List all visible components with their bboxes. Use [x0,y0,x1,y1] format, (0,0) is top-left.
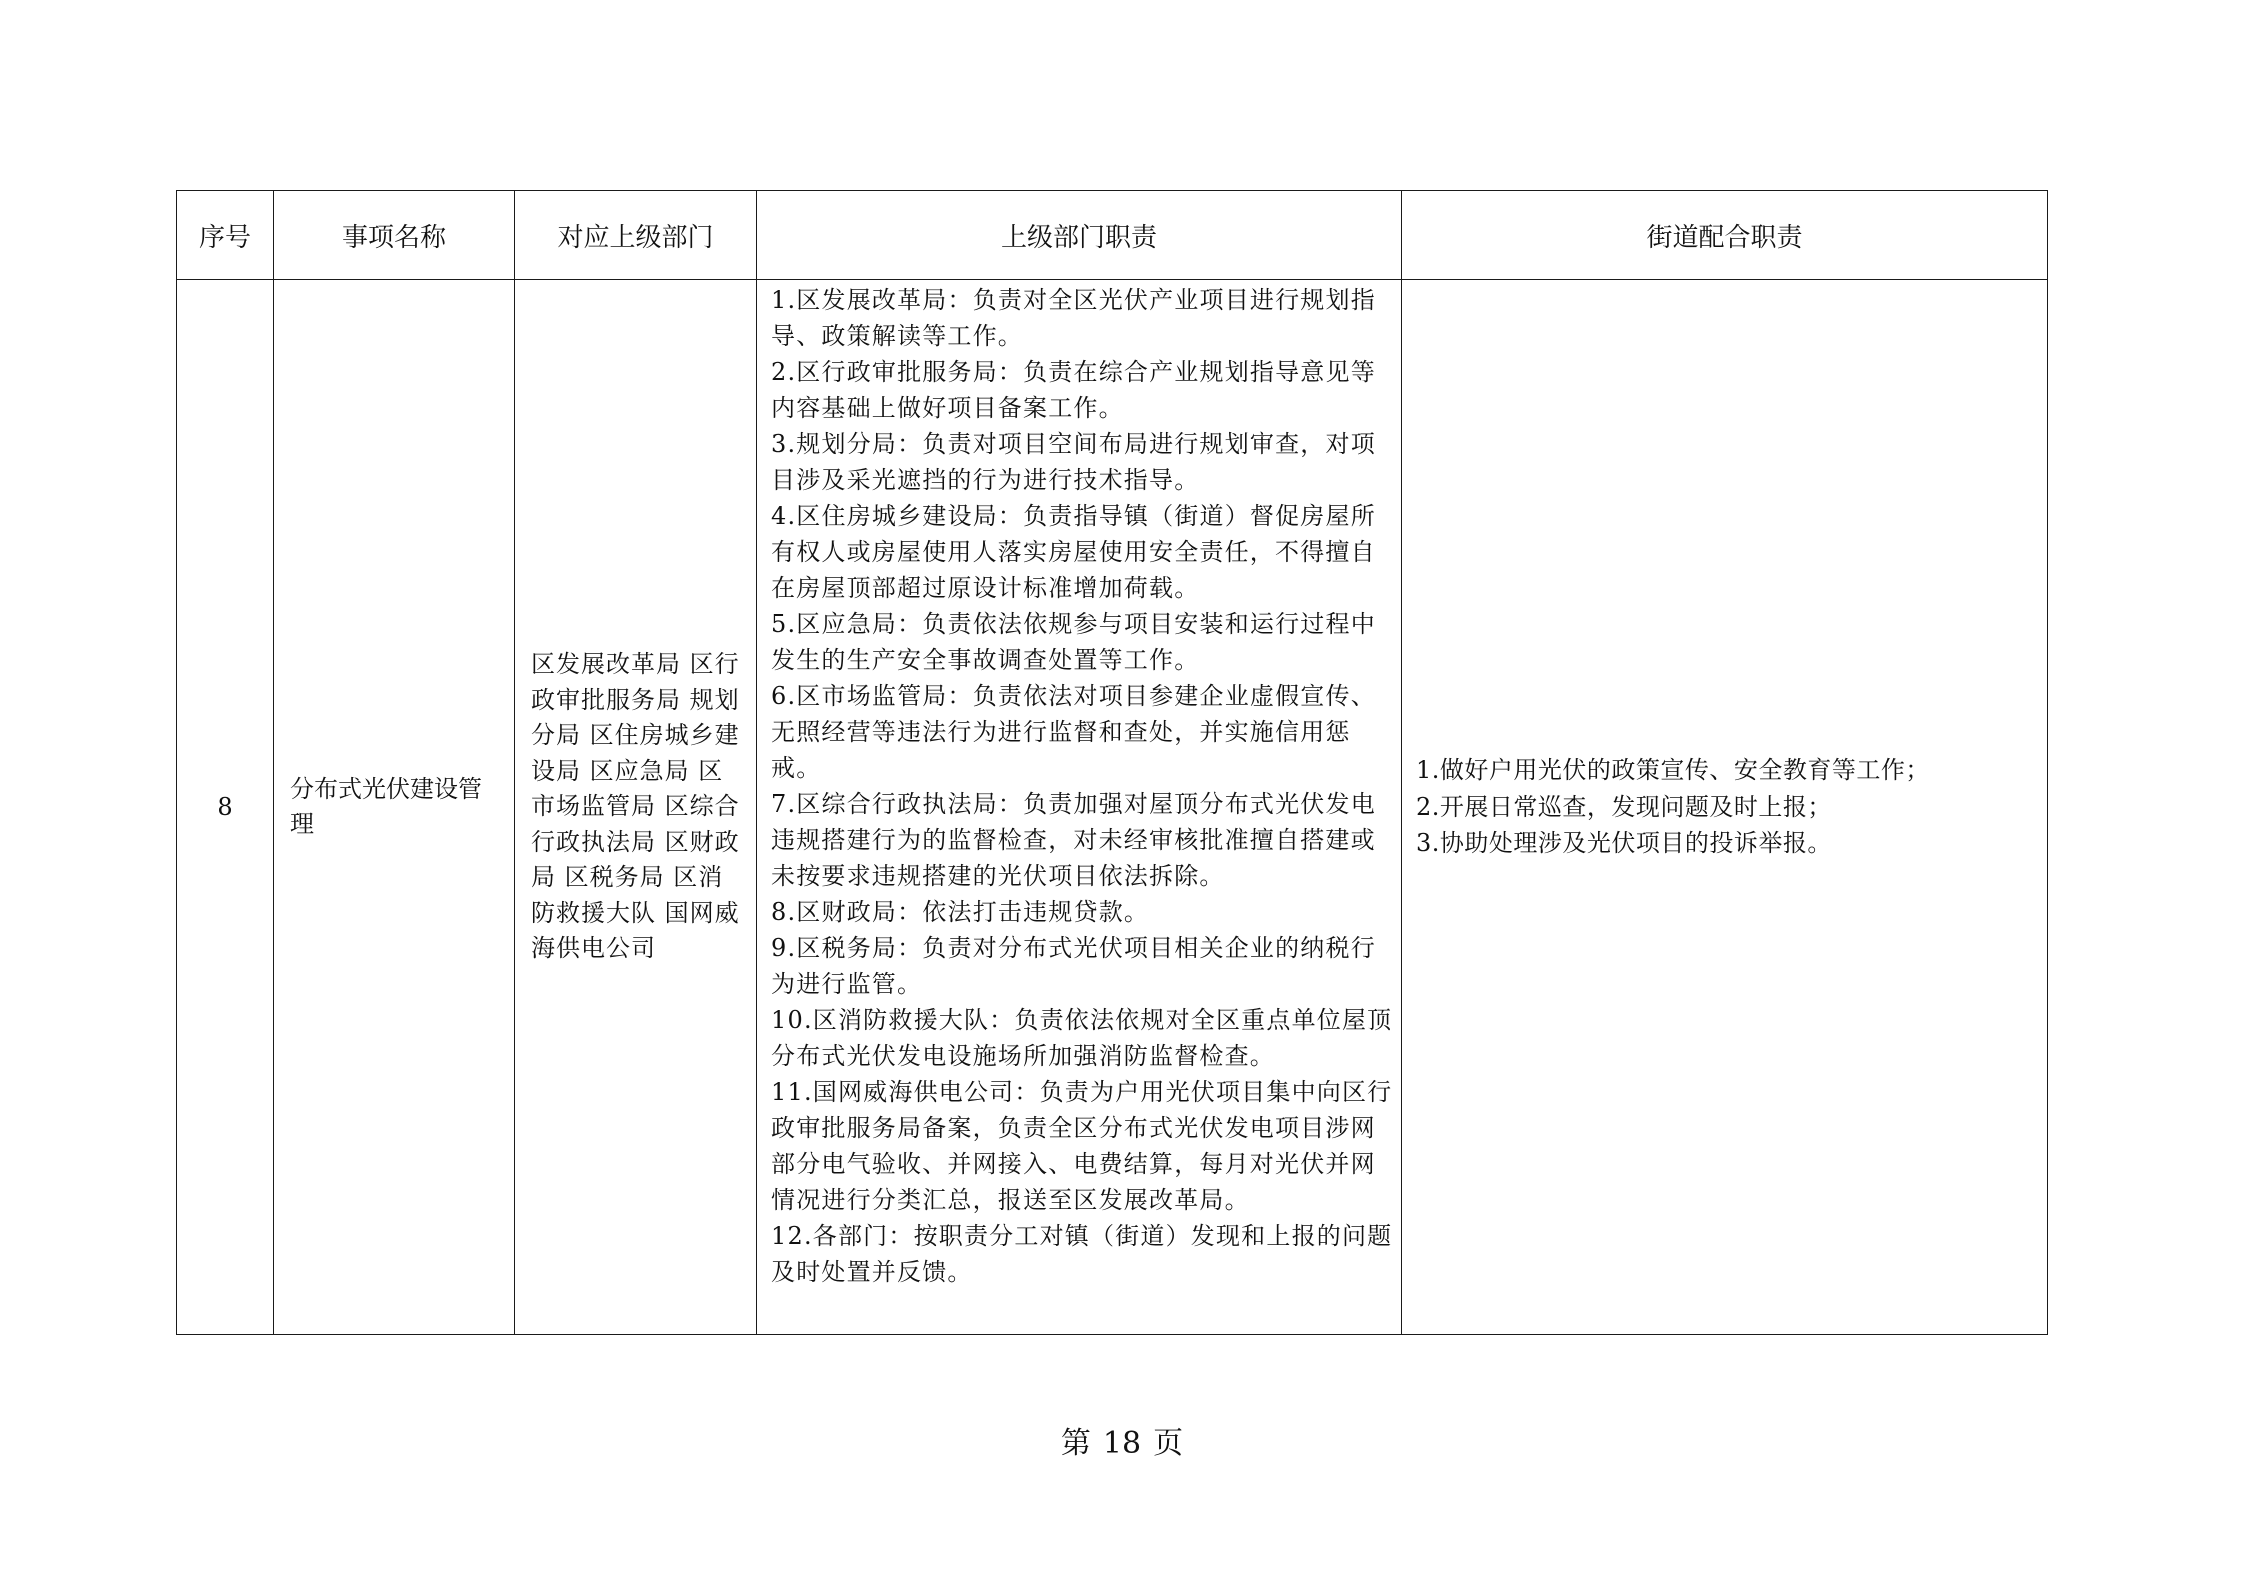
page-prefix: 第 [1060,1426,1091,1461]
duty-item: 7.区综合行政执法局：负责加强对屋顶分布式光伏发电违规搭建行为的监督检查，对未经审核批准擅自搭建或未按要求违规搭建的光伏项目依法拆除。 [771,790,1376,890]
page-number: 18 [1102,1426,1142,1461]
superior-departments: 区发展改革局 区行政审批服务局 规划分局 区住房城乡建设局 区应急局 区市场监管局 区综合行政执法局 区财政局 区税务局 区消防救援大队 国网威海供电公司 [515,280,757,1335]
duty-item: 3.规划分局：负责对项目空间布局进行规划审查，对项目涉及采光遮挡的行为进行技术指导。 [771,430,1376,494]
duty-item: 1.区发展改革局：负责对全区光伏产业项目进行规划指导、政策解读等工作。 [771,286,1376,350]
item-name: 分布式光伏建设管理 [274,280,515,1335]
street-duties-cell [1402,280,2048,1335]
duty-item: 5.区应急局：负责依法依规参与项目安装和运行过程中发生的生产安全事故调查处置等工作。 [771,610,1376,674]
header-no: 序号 [177,191,274,280]
table-body [177,280,2048,1335]
page-suffix: 页 [1153,1426,1184,1461]
responsibility-table [176,190,2048,1335]
duty-item: 12.各部门：按职责分工对镇（街道）发现和上报的问题及时处置并反馈。 [771,1222,1393,1286]
duty-item: 9.区税务局：负责对分布式光伏项目相关企业的纳税行为进行监管。 [771,934,1376,998]
street-duty-item: 1.做好户用光伏的政策宣传、安全教育等工作； [1416,756,1930,785]
superior-duties-cell [757,280,1402,1335]
duty-item: 10.区消防救援大队：负责依法依规对全区重点单位屋顶分布式光伏发电设施场所加强消防监督检查。 [771,1006,1393,1070]
duty-item: 6.区市场监管局：负责依法对项目参建企业虚假宣传、无照经营等违法行为进行监督和查处，并实施信用惩戒。 [771,682,1376,782]
table-header [177,191,2048,280]
header-street-duties: 街道配合职责 [1402,191,2048,280]
duty-item: 4.区住房城乡建设局：负责指导镇（街道）督促房屋所有权人或房屋使用人落实房屋使用安全责任，不得擅自在房屋顶部超过原设计标准增加荷载。 [771,502,1376,602]
page-footer [0,1418,2244,1462]
row-number: 8 [177,280,274,1335]
duty-item: 2.区行政审批服务局：负责在综合产业规划指导意见等内容基础上做好项目备案工作。 [771,358,1376,422]
duty-item: 8.区财政局：依法打击违规贷款。 [771,898,1150,926]
street-duty-item: 3.协助处理涉及光伏项目的投诉举报。 [1416,829,1832,858]
duty-item: 11.国网威海供电公司：负责为户用光伏项目集中向区行政审批服务局备案，负责全区分布式光伏发电项目涉网部分电气验收、并网接入、电费结算，每月对光伏并网情况进行分类汇总，报送至区发展改革局。 [771,1078,1393,1214]
header-superior-dept: 对应上级部门 [515,191,757,280]
header-superior-duties: 上级部门职责 [757,191,1402,280]
table-header-row [177,191,2048,280]
street-duty-item: 2.开展日常巡查，发现问题及时上报； [1416,792,1832,821]
header-item-name: 事项名称 [274,191,515,280]
table-row [177,280,2048,1335]
